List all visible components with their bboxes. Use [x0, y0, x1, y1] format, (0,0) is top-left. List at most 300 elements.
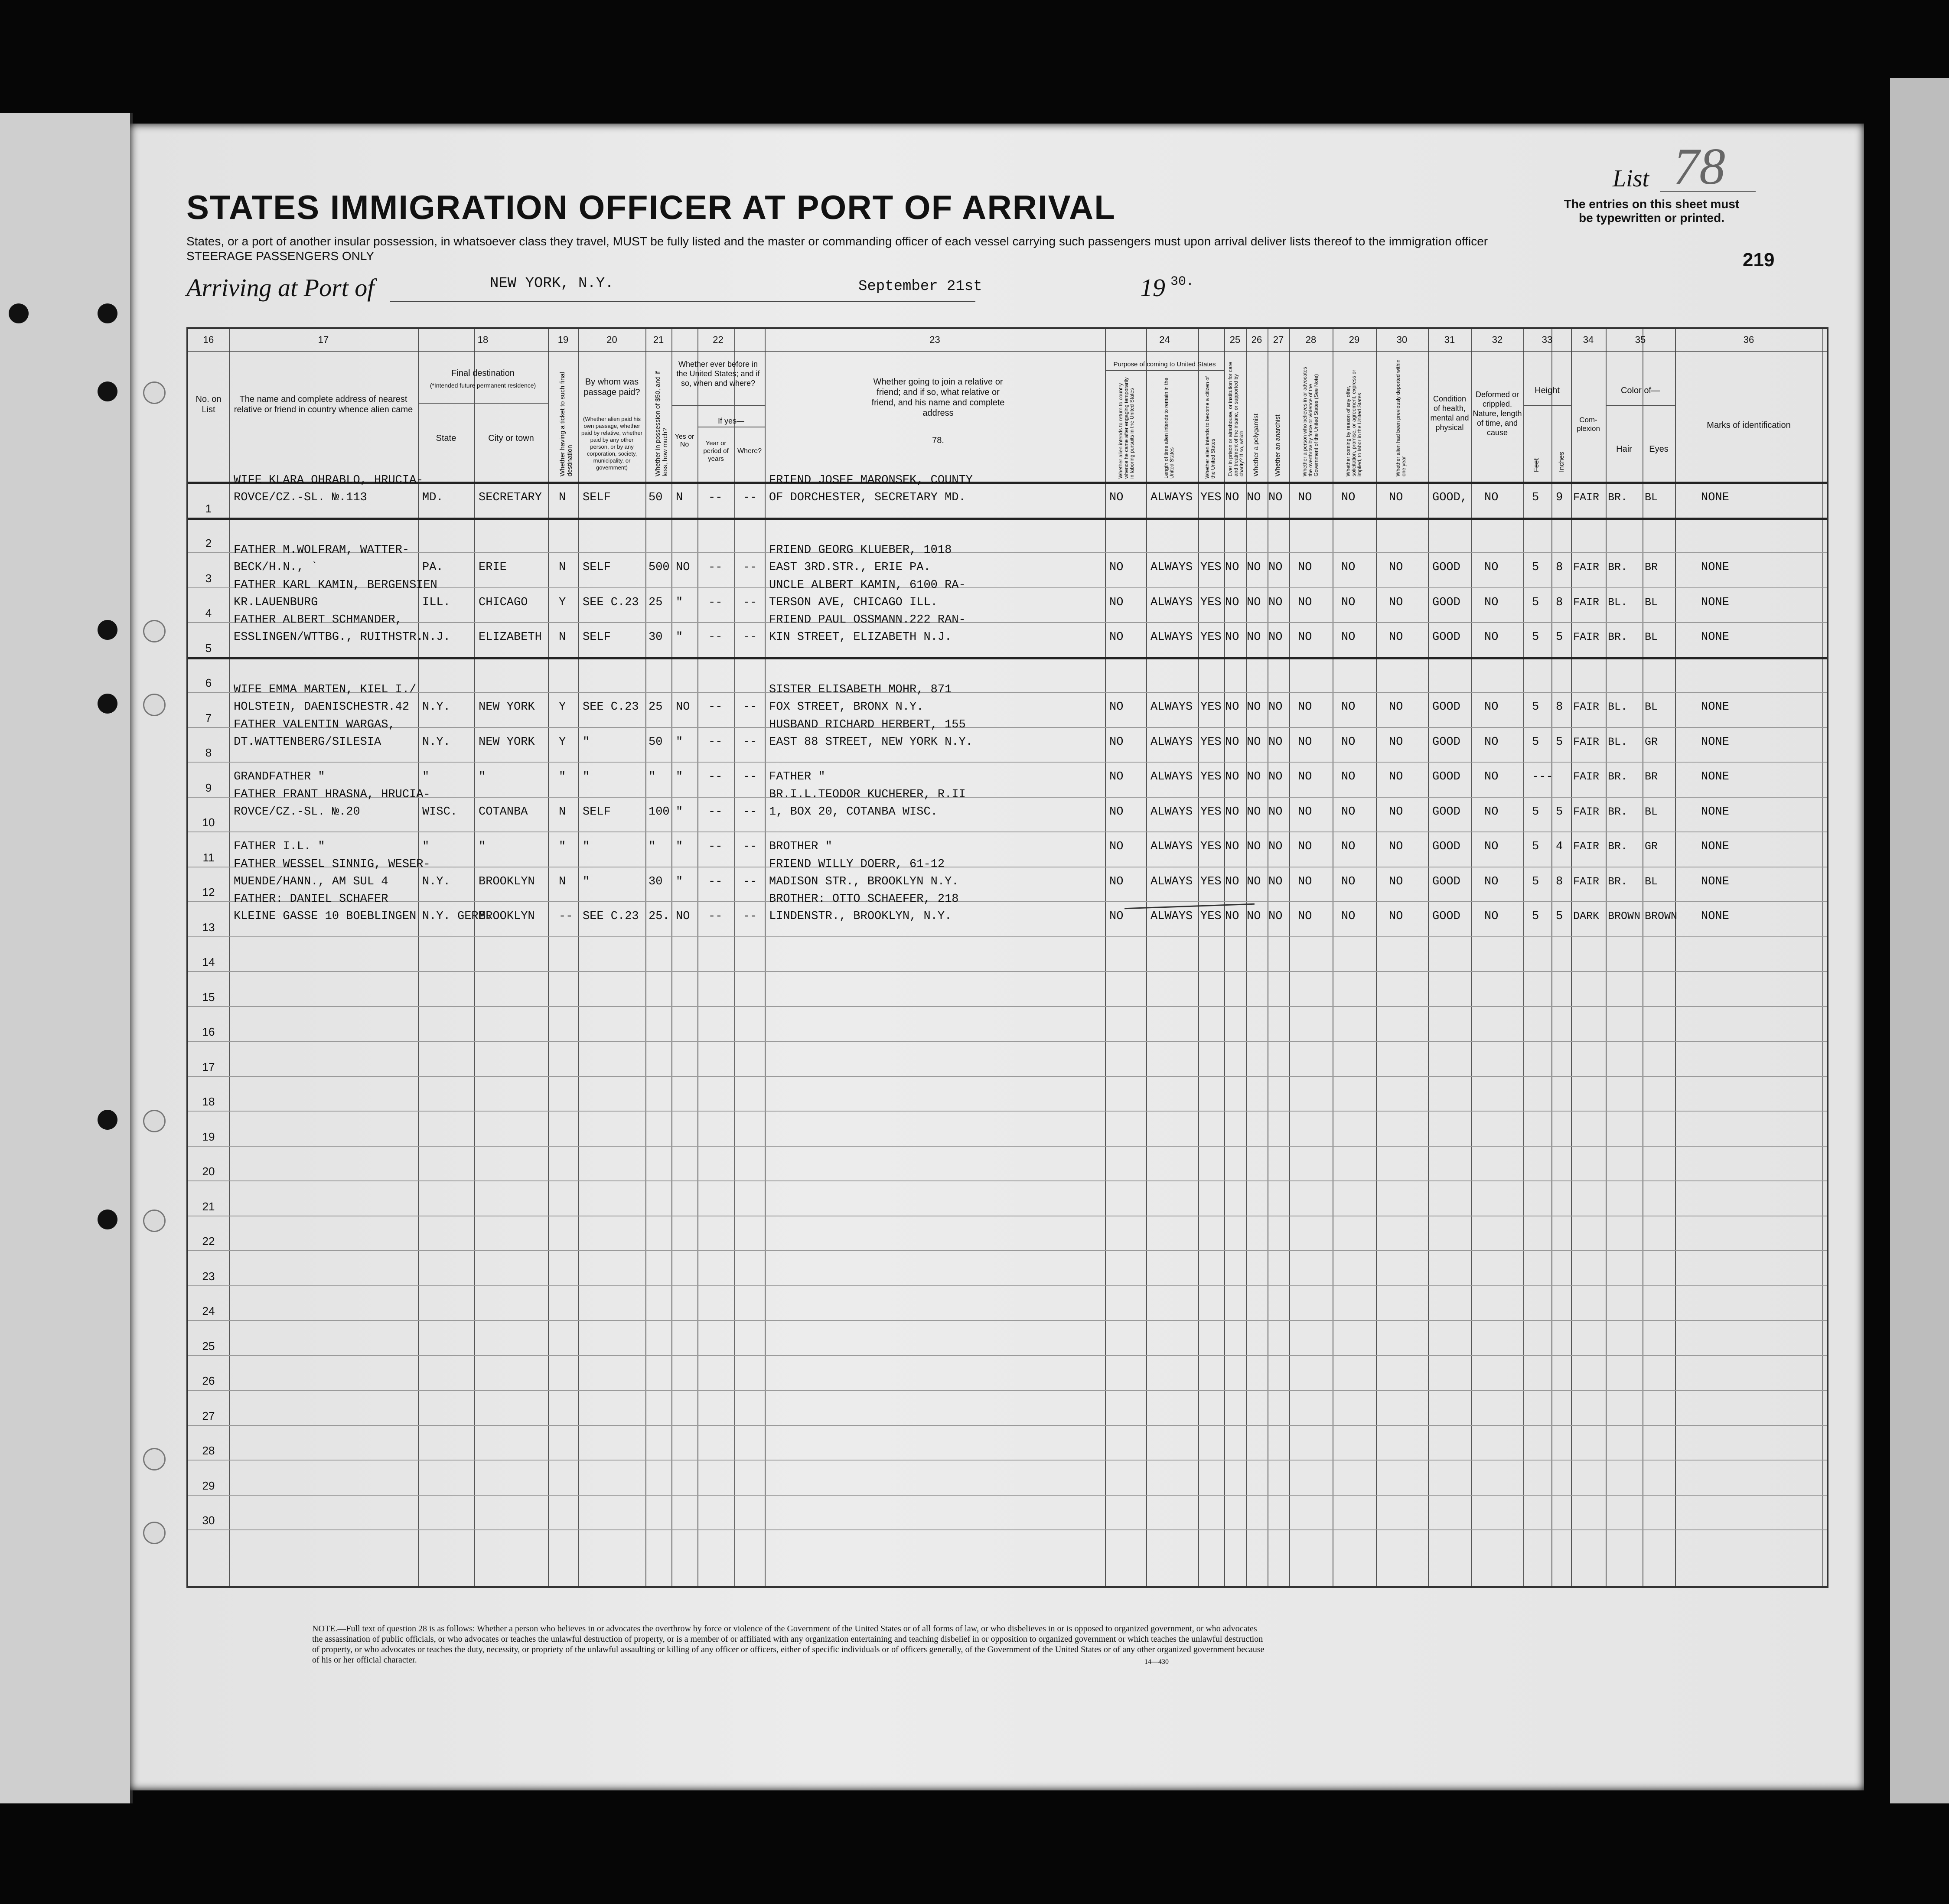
row-line	[188, 1180, 1827, 1181]
relative-name-line: KR.LAUENBURG	[234, 596, 318, 609]
join-relative-line: BROTHER: OTTO SCHAEFER, 218	[769, 893, 959, 906]
col-num-35: 35	[1635, 334, 1646, 345]
row-line	[188, 762, 1827, 763]
cell-feet: 5	[1532, 805, 1539, 818]
binder-hole	[143, 1110, 166, 1132]
cell-health: GOOD,	[1432, 491, 1468, 504]
cell-c29: NO	[1341, 491, 1356, 504]
join-relative-line: OF DORCHESTER, SECRETARY MD.	[769, 491, 966, 504]
cell-hair: BL.	[1608, 596, 1628, 609]
cell-inches: 8	[1556, 596, 1563, 609]
cell-deformed: NO	[1484, 840, 1499, 853]
cell-c25: NO	[1225, 805, 1239, 818]
header-by-whom: By whom was passage paid?	[583, 377, 640, 397]
cell-deformed: NO	[1484, 875, 1499, 888]
cell-c25: NO	[1225, 735, 1239, 749]
cell-hair: BROWN	[1608, 910, 1641, 923]
row-number: 17	[202, 1060, 215, 1073]
header-deformed: Deformed or crippled. Nature, length of time, and cause	[1473, 390, 1522, 437]
relative-name-line: FATHER: DANIEL SCHAFER	[234, 893, 388, 906]
relative-name-line: GRANDFATHER "	[234, 770, 325, 783]
row-line	[188, 1041, 1827, 1042]
cell-p24a: NO	[1109, 910, 1124, 923]
cell-c30: NO	[1389, 735, 1403, 749]
cell-p24a: NO	[1109, 735, 1124, 749]
relative-name-line: WIFE EMMA MARTEN, KIEL I./	[234, 683, 417, 696]
cell-c29: NO	[1341, 805, 1356, 818]
row-line	[188, 1320, 1827, 1321]
cell-p24b: ALWAYS	[1150, 491, 1193, 504]
cell-c28: NO	[1298, 875, 1312, 888]
list-number: 78	[1673, 137, 1725, 195]
row-number: 10	[202, 816, 215, 829]
cell-money: 25.	[649, 910, 670, 923]
cell-c26: NO	[1247, 875, 1261, 888]
col-num-17: 17	[318, 334, 329, 345]
header-city: City or town	[488, 434, 534, 443]
header-if-yes: If yes—	[717, 417, 744, 425]
cell-p24a: NO	[1109, 770, 1124, 783]
cell-state: N.Y.	[422, 735, 450, 749]
cell-p24c: YES	[1200, 805, 1222, 818]
header-labor-offer: Whether coming by reason of any offer, solicitation, promise, or agreement, express or implied, to labor in the United States	[1345, 369, 1362, 476]
cell-ticket: N	[559, 631, 566, 644]
cell-state: "	[422, 770, 430, 783]
cell-ever: NO	[676, 910, 690, 923]
join-relative-line: EAST 88 STREET, NEW YORK N.Y.	[769, 735, 973, 749]
header-state: State	[436, 434, 456, 443]
cell-hair: BR.	[1608, 491, 1628, 504]
cell-p24a: NO	[1109, 701, 1124, 714]
col-num-33: 33	[1542, 334, 1553, 345]
header-purpose-citizen: Whether alien intends to become a citizen of the United States	[1204, 376, 1216, 479]
binder-hole	[143, 1210, 166, 1232]
join-relative-line: FRIEND JOSEF MARONSEK, COUNTY	[769, 474, 973, 487]
col-num-27: 27	[1273, 334, 1284, 345]
cell-c27: NO	[1268, 735, 1283, 749]
cell-state: WISC.	[422, 805, 458, 818]
cell-feet: 5	[1532, 875, 1539, 888]
relative-name-line: BECK/H.N., `	[234, 561, 318, 574]
cell-marks: NONE	[1701, 910, 1729, 923]
header-join-note: 78.	[932, 436, 944, 445]
cell-feet: 5	[1532, 701, 1539, 714]
cell-hair: BR.	[1608, 631, 1628, 643]
cell-year: --	[708, 561, 723, 574]
header-ticket: Whether having a ticket to such final destination	[559, 372, 574, 476]
cell-ticket: "	[559, 770, 566, 783]
row-number: 20	[202, 1165, 215, 1178]
cell-complexion: FAIR	[1573, 735, 1600, 748]
cell-ticket: Y	[559, 701, 566, 714]
join-relative-line: BROTHER "	[769, 840, 832, 853]
row-number: 8	[205, 746, 212, 759]
header-anarchist: Whether an anarchist	[1274, 414, 1281, 476]
col-num-30: 30	[1396, 334, 1408, 345]
cell-ever: "	[676, 805, 683, 818]
cell-c27: NO	[1268, 701, 1283, 714]
cell-year: --	[708, 910, 723, 923]
cell-city: ERIE	[479, 561, 507, 574]
cell-year: --	[708, 770, 723, 783]
cell-paid: SEE C.23	[583, 596, 639, 609]
cell-city: ELIZABETH	[479, 631, 542, 644]
binder-hole	[143, 1522, 166, 1544]
cell-p24c: YES	[1200, 561, 1222, 574]
cell-eyes: BL	[1645, 491, 1658, 504]
row-line	[188, 1250, 1827, 1251]
cell-marks: NONE	[1701, 805, 1729, 818]
cell-deformed: NO	[1484, 491, 1499, 504]
cell-c26: NO	[1247, 491, 1261, 504]
cell-c28: NO	[1298, 840, 1312, 853]
row-number: 4	[205, 606, 212, 619]
relative-name-line: FATHER M.WOLFRAM, WATTER-	[234, 544, 410, 557]
cell-c30: NO	[1389, 561, 1403, 574]
binder-hole	[98, 303, 117, 323]
header-purpose: Purpose of coming to United States	[1113, 361, 1216, 368]
cell-p24a: NO	[1109, 840, 1124, 853]
cell-p24b: ALWAYS	[1150, 770, 1193, 783]
cell-c26: NO	[1247, 701, 1261, 714]
cell-marks: NONE	[1701, 701, 1729, 714]
cell-money: 500	[649, 561, 670, 574]
cell-c29: NO	[1341, 631, 1356, 644]
col-num-32: 32	[1492, 334, 1503, 345]
cell-paid: SELF	[583, 805, 611, 818]
relative-name-line: FATHER WESSEL SINNIG, WESER-	[234, 857, 430, 871]
header-health: Condition of health, mental and physical	[1430, 394, 1469, 432]
cell-p24b: ALWAYS	[1150, 875, 1193, 888]
row-line	[188, 1146, 1827, 1147]
binder-hole	[143, 694, 166, 716]
cell-hair: BR.	[1608, 805, 1628, 818]
cell-health: GOOD	[1432, 875, 1460, 888]
cell-complexion: FAIR	[1573, 631, 1600, 643]
row-number: 5	[205, 641, 212, 655]
col-num-16: 16	[203, 334, 214, 345]
cell-ticket: --	[559, 910, 573, 923]
manifest-sheet	[130, 124, 1864, 1790]
row-line	[188, 936, 1827, 937]
cell-c28: NO	[1298, 805, 1312, 818]
join-relative-line: LINDENSTR., BROOKLYN, N.Y.	[769, 910, 952, 923]
cell-c27: NO	[1268, 840, 1283, 853]
col-num-24: 24	[1159, 334, 1170, 345]
cell-c29: NO	[1341, 701, 1356, 714]
cell-complexion: FAIR	[1573, 770, 1600, 783]
cell-marks: NONE	[1701, 596, 1729, 609]
col-num-36: 36	[1743, 334, 1754, 345]
cell-ever: "	[676, 631, 683, 644]
cell-c25: NO	[1225, 596, 1239, 609]
binder-hole	[98, 694, 117, 714]
row-number: 19	[202, 1130, 215, 1143]
header-inches: Inches	[1558, 451, 1565, 472]
cell-inches: 9	[1556, 491, 1563, 504]
cell-where: --	[743, 561, 757, 574]
cell-city: "	[479, 840, 486, 853]
row-line	[188, 1529, 1827, 1530]
relative-name-line: ESSLINGEN/WTTBG., RUITHSTR.	[234, 631, 424, 644]
year-label: 19	[1140, 274, 1165, 302]
cell-ticket: Y	[559, 735, 566, 749]
binder-hole	[143, 1448, 166, 1470]
cell-p24c: YES	[1200, 770, 1222, 783]
cell-c30: NO	[1389, 805, 1403, 818]
cell-complexion: DARK	[1573, 910, 1600, 923]
relative-name-line: MUENDE/HANN., AM SUL 4	[234, 875, 388, 888]
join-relative-line: FOX STREET, BRONX N.Y.	[769, 701, 924, 714]
row-line	[188, 1111, 1827, 1112]
steerage-label: STEERAGE PASSENGERS ONLY	[186, 249, 375, 263]
row-line	[188, 657, 1827, 659]
col-num-19: 19	[557, 334, 569, 345]
cell-eyes: GR	[1645, 840, 1658, 853]
manifest-table	[186, 327, 1828, 1588]
cell-ticket: Y	[559, 596, 566, 609]
cell-where: --	[743, 735, 757, 749]
cell-ticket: N	[559, 875, 566, 888]
cell-eyes: BL	[1645, 631, 1658, 643]
cell-health: GOOD	[1432, 910, 1460, 923]
cell-year: --	[708, 491, 723, 504]
col-num-26: 26	[1251, 334, 1262, 345]
cell-p24a: NO	[1109, 805, 1124, 818]
row-line	[188, 1285, 1827, 1286]
cell-p24c: YES	[1200, 701, 1222, 714]
cell-state: N.Y. GERM.	[422, 910, 493, 923]
cell-inches: 5	[1556, 735, 1563, 749]
cell-feet: 5	[1532, 910, 1539, 923]
cell-year: --	[708, 840, 723, 853]
header-purpose-length: Length of time alien intends to remain in the United States	[1163, 378, 1175, 479]
cell-city: SECRETARY	[479, 491, 542, 504]
cell-p24a: NO	[1109, 631, 1124, 644]
cell-deformed: NO	[1484, 770, 1499, 783]
cell-city: NEW YORK	[479, 701, 535, 714]
cell-ever: NO	[676, 701, 690, 714]
cell-ticket: N	[559, 805, 566, 818]
arriving-label: Arriving at Port of	[186, 274, 375, 302]
cell-c27: NO	[1268, 631, 1283, 644]
cell-paid: "	[583, 840, 590, 853]
cell-complexion: FAIR	[1573, 491, 1600, 504]
cell-health: GOOD	[1432, 770, 1460, 783]
cell-c28: NO	[1298, 491, 1312, 504]
row-line	[188, 1355, 1827, 1356]
cell-deformed: NO	[1484, 631, 1499, 644]
cell-eyes: BR	[1645, 770, 1658, 783]
row-line	[188, 971, 1827, 972]
cell-c26: NO	[1247, 805, 1261, 818]
cell-where: --	[743, 701, 757, 714]
header-purpose-return: Whether alien intends to return to country whence he came after engaging temporarily in laboring pursuits in the United States	[1118, 377, 1135, 479]
header-yes-no: Yes or No	[675, 433, 694, 448]
cell-health: GOOD	[1432, 631, 1460, 644]
cell-p24c: YES	[1200, 735, 1222, 749]
cell-feet: ---	[1532, 770, 1553, 783]
cell-deformed: NO	[1484, 735, 1499, 749]
cell-ever: "	[676, 596, 683, 609]
join-relative-line: BR.I.L.TEODOR KUCHERER, R.II	[769, 788, 966, 801]
cell-ticket: N	[559, 491, 566, 504]
cell-c28: NO	[1298, 596, 1312, 609]
relative-name-line: ROVCE/CZ.-SL. №.20	[234, 805, 360, 818]
cell-ticket: N	[559, 561, 566, 574]
cell-complexion: FAIR	[1573, 840, 1600, 853]
cell-city: NEW YORK	[479, 735, 535, 749]
cell-c28: NO	[1298, 735, 1312, 749]
col-num-34: 34	[1583, 334, 1594, 345]
cell-eyes: GR	[1645, 735, 1658, 748]
join-relative-line: 1, BOX 20, COTANBA WISC.	[769, 805, 938, 818]
cell-eyes: BL	[1645, 596, 1658, 609]
row-line	[188, 1390, 1827, 1391]
cell-marks: NONE	[1701, 631, 1729, 644]
cell-c27: NO	[1268, 561, 1283, 574]
footnote: NOTE.—Full text of question 28 is as follows: Whether a person who believes in or advocates the overthrow by force or violence of the Government of the United States or of all forms of law, or who disbelieves in or is opposed to organized government, or who advocates the assassination of public officials, or who advocates or teaches the unlawful destruction of property, or is a member of or affiliated with any organization entertaining and teaching disbelief in or opposition to organized government or which teaches the unlawful destruction of property, or who advocates or teaches the duty, necessity, or propriety of the unlawful assaulting or killing of any officer or officers, either of specific individuals or of officers generally, of the Government of the United States or of any other organized government because of his or her official character.	[312, 1624, 1265, 1665]
join-relative-line: FRIEND PAUL OSSMANN.222 RAN-	[769, 613, 966, 626]
cell-c30: NO	[1389, 875, 1403, 888]
cell-ticket: "	[559, 840, 566, 853]
cell-state: PA.	[422, 561, 443, 574]
cell-city: CHICAGO	[479, 596, 528, 609]
cell-money: "	[649, 840, 656, 853]
cell-money: 30	[649, 875, 663, 888]
cell-year: --	[708, 805, 723, 818]
left-page-edge	[0, 113, 133, 1803]
cell-ever: NO	[676, 561, 690, 574]
cell-paid: SELF	[583, 631, 611, 644]
cell-complexion: FAIR	[1573, 561, 1600, 574]
cell-health: GOOD	[1432, 840, 1460, 853]
row-number: 1	[205, 502, 212, 515]
cell-marks: NONE	[1701, 840, 1729, 853]
cell-health: GOOD	[1432, 561, 1460, 574]
cell-complexion: FAIR	[1573, 805, 1600, 818]
cell-paid: SEE C.23	[583, 701, 639, 714]
col-num-21: 21	[653, 334, 664, 345]
col-num-20: 20	[606, 334, 617, 345]
row-line	[188, 797, 1827, 798]
row-number: 28	[202, 1444, 215, 1457]
cell-marks: NONE	[1701, 770, 1729, 783]
port-value: NEW YORK, N.Y.	[490, 275, 614, 292]
cell-money: 50	[649, 491, 663, 504]
row-number: 30	[202, 1514, 215, 1527]
cell-c27: NO	[1268, 875, 1283, 888]
cell-hair: BR.	[1608, 840, 1628, 853]
cell-inches: 5	[1556, 805, 1563, 818]
cell-city: BROOKLYN	[479, 875, 535, 888]
cell-p24c: YES	[1200, 596, 1222, 609]
cell-where: --	[743, 631, 757, 644]
binder-hole	[98, 381, 117, 401]
cell-c29: NO	[1341, 596, 1356, 609]
cell-money: 30	[649, 631, 663, 644]
row-line	[188, 518, 1827, 520]
cell-ever: N	[676, 491, 683, 504]
cell-feet: 5	[1532, 561, 1539, 574]
cell-ever: "	[676, 735, 683, 749]
cell-where: --	[743, 491, 757, 504]
cell-hair: BL.	[1608, 701, 1628, 713]
cell-c26: NO	[1247, 910, 1261, 923]
header-feet: Feet	[1533, 458, 1540, 472]
cell-money: 25	[649, 701, 663, 714]
row-number: 29	[202, 1479, 215, 1492]
row-line	[188, 1460, 1827, 1461]
cell-c30: NO	[1389, 701, 1403, 714]
cell-inches: 8	[1556, 875, 1563, 888]
row-line	[188, 552, 1827, 553]
cell-c30: NO	[1389, 910, 1403, 923]
cell-c28: NO	[1298, 910, 1312, 923]
join-relative-line: FATHER "	[769, 770, 825, 783]
row-line	[188, 1425, 1827, 1426]
row-number: 6	[205, 676, 212, 689]
cell-c30: NO	[1389, 770, 1403, 783]
cell-feet: 5	[1532, 491, 1539, 504]
cell-paid: SEE C.23	[583, 910, 639, 923]
relative-name-line: WIFE KLARA OHRABLO, HRUCIA-	[234, 474, 424, 487]
cell-state: N.Y.	[422, 701, 450, 714]
cell-p24b: ALWAYS	[1150, 735, 1193, 749]
cell-complexion: FAIR	[1573, 875, 1600, 888]
binder-hole	[143, 381, 166, 404]
cell-where: --	[743, 596, 757, 609]
row-number: 21	[202, 1200, 215, 1213]
relative-name-line: HOLSTEIN, DAENISCHESTR.42	[234, 701, 410, 714]
cell-c26: NO	[1247, 840, 1261, 853]
binder-hole	[98, 620, 117, 640]
row-number: 24	[202, 1304, 215, 1317]
cell-state: N.J.	[422, 631, 450, 644]
header-year-period: Year or period of years	[703, 440, 729, 463]
subtitle-text: States, or a port of another insular possession, in whatsoever class they travel, MUST be fully listed and the master or commanding officer of each vessel carrying such passengers must upon arrival deliver lists thereof to the immigration officer	[186, 235, 1488, 248]
join-relative-line: KIN STREET, ELIZABETH N.J.	[769, 631, 952, 644]
header-color-of: Color of—	[1620, 386, 1660, 395]
join-relative-line: HUSBAND RICHARD HERBERT, 155	[769, 718, 966, 731]
cell-c27: NO	[1268, 910, 1283, 923]
cell-c30: NO	[1389, 491, 1403, 504]
cell-p24c: YES	[1200, 910, 1222, 923]
row-number: 14	[202, 955, 215, 968]
row-number: 13	[202, 920, 215, 934]
cell-p24b: ALWAYS	[1150, 840, 1193, 853]
cell-where: --	[743, 770, 757, 783]
header-prison: Ever in prison or almshouse, or institution for care and treatment of the insane, or supported by charity? If so, which	[1227, 362, 1245, 476]
cell-c28: NO	[1298, 631, 1312, 644]
cell-health: GOOD	[1432, 596, 1460, 609]
row-line	[188, 1076, 1827, 1077]
cell-deformed: NO	[1484, 701, 1499, 714]
row-number: 15	[202, 990, 215, 1004]
cell-p24b: ALWAYS	[1150, 910, 1193, 923]
relative-name-line: KLEINE GASSE 10 BOEBLINGEN	[234, 910, 417, 923]
cell-paid: "	[583, 735, 590, 749]
cell-c27: NO	[1268, 596, 1283, 609]
cell-c25: NO	[1225, 770, 1239, 783]
cell-p24c: YES	[1200, 631, 1222, 644]
header-join-relative: Whether going to join a relative or friend; and if so, what relative or friend, and his name and complete address	[871, 377, 1005, 418]
right-page-edge	[1890, 78, 1949, 1803]
cell-c29: NO	[1341, 910, 1356, 923]
cell-c29: NO	[1341, 735, 1356, 749]
cell-c30: NO	[1389, 631, 1403, 644]
handwritten-mark	[1124, 903, 1255, 909]
